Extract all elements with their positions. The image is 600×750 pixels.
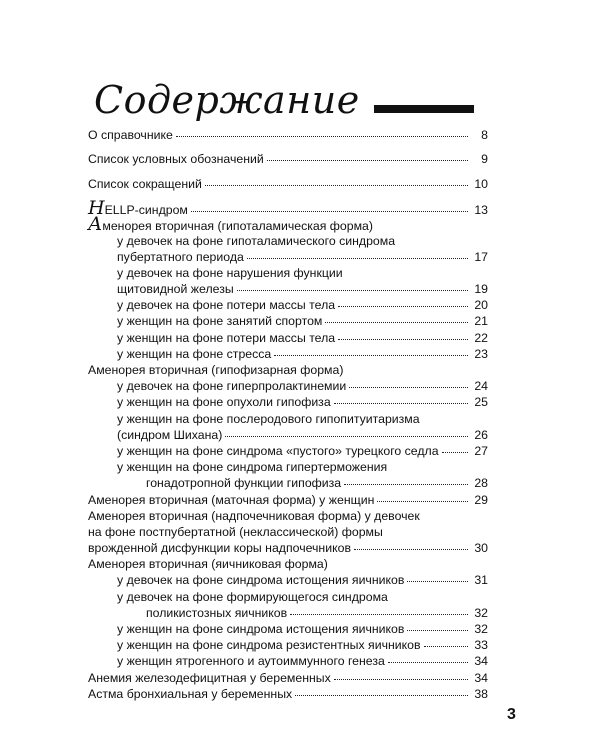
- toc-entry-title: у девочек на фоне потери массы тела: [117, 298, 336, 313]
- toc-entry-page: 25: [474, 395, 488, 410]
- toc-entry[interactable]: [88, 475, 488, 491]
- toc-entry-page: 19: [474, 282, 488, 297]
- toc-entry-title: у девочек на фоне нарушения функции: [117, 265, 343, 280]
- toc-entry-title-rest: ELLP-синдром: [104, 203, 188, 218]
- toc-entry-line: [88, 589, 488, 605]
- toc-entry-page: 9: [481, 152, 488, 167]
- toc-entry[interactable]: [88, 572, 488, 588]
- toc-leader-dots: [274, 355, 468, 356]
- toc-entry-title: у женщин на фоне занятий спортом: [117, 314, 323, 329]
- toc-leader-dots: [407, 581, 468, 582]
- toc-entry-page: 26: [474, 427, 488, 442]
- toc-leader-dots: [388, 662, 468, 663]
- toc-entry-page: 31: [474, 573, 488, 588]
- toc-entry-page: 17: [474, 249, 488, 264]
- toc-entry[interactable]: [88, 197, 488, 220]
- toc-entry-page: 32: [474, 605, 488, 620]
- toc-leader-dots: [225, 436, 468, 437]
- toc-entry-title: Анемия железодефицитная у беременных: [88, 670, 331, 685]
- toc-entry-title: поликистозных яичников: [146, 605, 288, 620]
- toc-entry[interactable]: [88, 297, 488, 313]
- toc-entry[interactable]: [88, 330, 488, 346]
- toc-entry-page: 30: [474, 541, 488, 556]
- toc-entry-title: О справочнике: [88, 128, 173, 142]
- toc-entry-title: у женщин на фоне послеродового гипопитуитаризма: [117, 411, 420, 426]
- toc-entry-line: [88, 508, 488, 524]
- toc-section-heading: [88, 362, 488, 378]
- toc-entry-page: 21: [474, 314, 488, 329]
- title-block: [94, 72, 474, 122]
- toc-entry-page: 24: [474, 379, 488, 394]
- page-title: Содержание: [94, 78, 360, 122]
- toc-entry-title: Список условных обозначений: [88, 152, 264, 167]
- toc-entry-title: у женщин на фоне синдрома гипертерможения: [117, 460, 388, 475]
- toc-entry-title: Аменорея вторичная (маточная форма) у женщин: [88, 492, 375, 507]
- toc-leader-dots: [334, 403, 468, 404]
- toc-leader-dots: [424, 646, 468, 647]
- toc-entry-page: 10: [474, 176, 488, 191]
- table-of-contents: [88, 127, 488, 702]
- toc-entry-title: щитовидной железы: [117, 282, 234, 297]
- toc-section-heading: [88, 213, 488, 236]
- toc-entry[interactable]: [88, 427, 488, 443]
- toc-leader-dots: [191, 211, 468, 212]
- toc-entry-title: Аменорея вторичная (надпочечниковая форма) у девочек: [88, 508, 420, 523]
- toc-entry-title: у женщин на фоне синдрома «пустого» турецкого седла: [117, 443, 439, 458]
- toc-entry[interactable]: [88, 281, 488, 297]
- toc-entry[interactable]: [88, 127, 488, 143]
- toc-leader-dots: [247, 258, 468, 259]
- toc-entry-line: [88, 524, 488, 540]
- toc-leader-dots: [176, 136, 468, 137]
- toc-entry[interactable]: [88, 394, 488, 410]
- toc-entry-line: [88, 459, 488, 475]
- toc-entry-line: [88, 233, 488, 249]
- toc-entry-title: у женщин на фоне синдрома истощения яичников: [117, 622, 405, 636]
- toc-entry[interactable]: [88, 653, 488, 669]
- toc-entry[interactable]: [88, 670, 488, 686]
- toc-leader-dots: [407, 630, 468, 631]
- toc-entry[interactable]: [88, 492, 488, 508]
- toc-entry-page: 23: [474, 346, 488, 361]
- toc-entry-title: пубертатного периода: [117, 249, 244, 264]
- toc-entry-title: Астма бронхиальная у беременных: [88, 686, 293, 701]
- toc-leader-dots: [354, 549, 468, 550]
- toc-entry[interactable]: [88, 621, 488, 637]
- toc-entry[interactable]: [88, 686, 488, 702]
- toc-entry[interactable]: [88, 378, 488, 394]
- toc-entry[interactable]: [88, 605, 488, 621]
- toc-entry-title: на фоне постпубертатной (неклассической) формы: [88, 524, 383, 539]
- toc-entry[interactable]: [88, 249, 488, 265]
- toc-leader-dots: [442, 452, 468, 453]
- toc-entry-title: у женщин на фоне потери массы тела: [117, 330, 336, 345]
- toc-entry-line: [88, 411, 488, 427]
- toc-leader-dots: [377, 501, 468, 502]
- toc-entry-page: 22: [474, 330, 488, 345]
- toc-leader-dots: [295, 695, 468, 696]
- toc-entry-page: 32: [474, 622, 488, 636]
- toc-leader-dots: [344, 484, 468, 485]
- toc-entry-title: Аменорея вторичная (яичниковая форма): [88, 557, 328, 572]
- toc-entry-page: 20: [474, 298, 488, 313]
- toc-entry-page: 27: [474, 443, 488, 458]
- toc-entry-page: 38: [474, 686, 488, 701]
- toc-leader-dots: [267, 160, 468, 161]
- toc-entry-title-rest: менорея вторичная (гипоталамическая форма): [102, 219, 373, 234]
- toc-entry-title: у женщин на фоне опухоли гипофиза: [117, 395, 331, 410]
- toc-leader-dots: [349, 387, 468, 388]
- toc-entry[interactable]: [88, 637, 488, 653]
- toc-entry-page: 28: [474, 476, 488, 491]
- toc-entry[interactable]: [88, 443, 488, 459]
- toc-entry[interactable]: [88, 313, 488, 329]
- section-initial-letter: А: [88, 213, 103, 236]
- toc-leader-dots: [338, 306, 468, 307]
- toc-entry-title: у женщин на фоне стресса: [117, 346, 272, 361]
- toc-section-heading: [88, 556, 488, 572]
- toc-leader-dots: [338, 339, 468, 340]
- toc-entry-title: у девочек на фоне гипоталамического синдрома: [117, 233, 396, 248]
- toc-leader-dots: [237, 290, 468, 291]
- toc-leader-dots: [325, 322, 468, 323]
- toc-entry[interactable]: [88, 151, 488, 167]
- toc-entry-page: 8: [481, 128, 488, 142]
- toc-entry-title: у женщин на фоне синдрома резистентных яичников: [117, 638, 421, 653]
- toc-entry-title: Аменорея вторичная (гипофизарная форма): [88, 363, 344, 377]
- toc-entry-title: гонадотропной функции гипофиза: [146, 476, 342, 491]
- toc-entry-title: врожденной дисфункции коры надпочечников: [88, 541, 351, 556]
- toc-entry-page: 13: [474, 203, 488, 218]
- toc-entry-page: 33: [474, 638, 488, 653]
- toc-entry-line: [88, 265, 488, 281]
- toc-leader-dots: [290, 614, 468, 615]
- toc-leader-dots: [205, 185, 468, 186]
- toc-entry-title: у женщин ятрогенного и аутоиммунного генеза: [117, 654, 385, 669]
- toc-entry-title: Список сокращений: [88, 176, 202, 191]
- toc-entry-page: 34: [474, 670, 488, 685]
- toc-entry-title: у девочек на фоне формирующегося синдрома: [117, 589, 388, 604]
- toc-entry-page: 34: [474, 654, 488, 669]
- toc-entry[interactable]: [88, 540, 488, 556]
- section-initial-letter: H: [88, 197, 105, 220]
- toc-entry[interactable]: [88, 176, 488, 192]
- toc-entry-page: 29: [474, 492, 488, 507]
- toc-entry-title: у девочек на фоне гиперпролактинемии: [117, 379, 347, 394]
- toc-entry-title: у девочек на фоне синдрома истощения яичников: [117, 573, 405, 588]
- toc-entry-title: (синдром Шихана): [117, 427, 223, 442]
- toc-leader-dots: [334, 679, 468, 680]
- toc-entry[interactable]: [88, 346, 488, 362]
- page-number: 3: [507, 706, 516, 723]
- title-underline-bar: [374, 105, 474, 113]
